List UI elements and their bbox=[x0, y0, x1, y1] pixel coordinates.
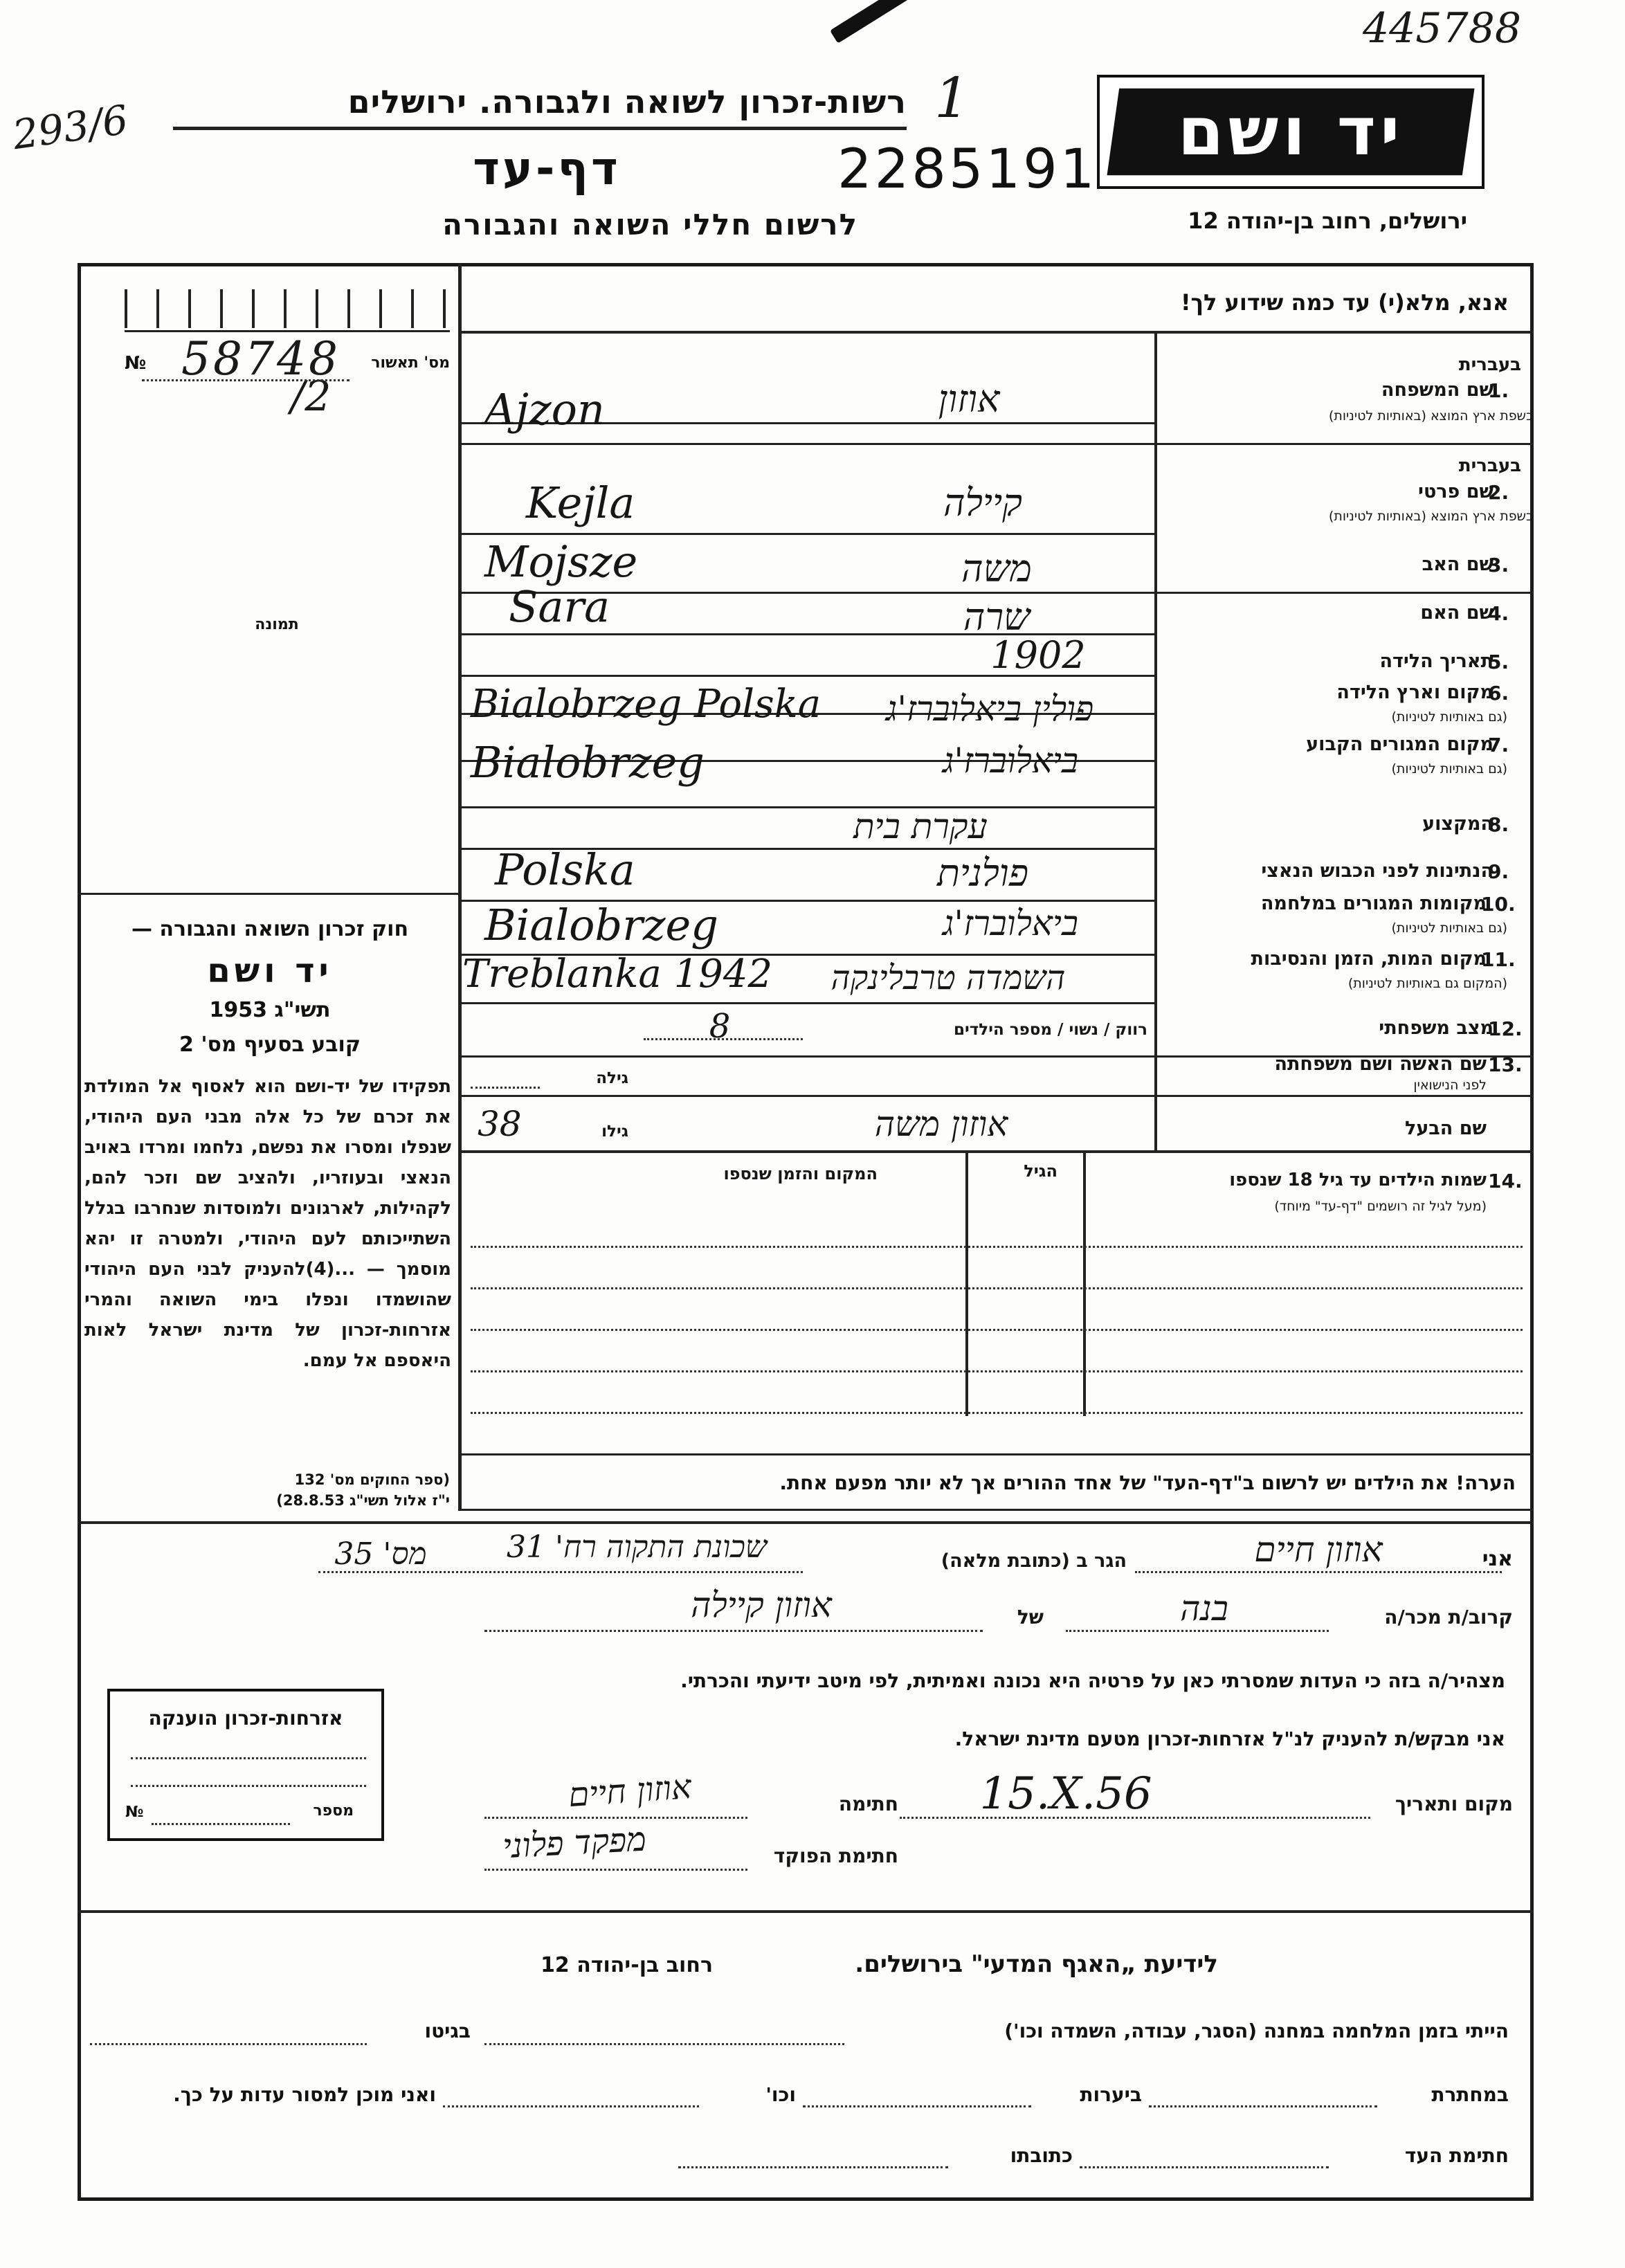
field-13-sub: לפני הנישואין bbox=[1413, 1078, 1487, 1093]
children-row bbox=[471, 1287, 1523, 1289]
field-1-num: 1. bbox=[1488, 379, 1509, 402]
field-1-note: בעברית bbox=[1458, 354, 1521, 375]
witness-name-line bbox=[1135, 1571, 1502, 1573]
pen-stroke bbox=[830, 0, 914, 44]
field-11-num: 11. bbox=[1481, 948, 1516, 971]
remark-bottom-line bbox=[458, 1509, 1534, 1511]
cert-number-label: מספר bbox=[313, 1802, 354, 1820]
form-title: דף-עד bbox=[473, 142, 621, 195]
field-5-hebrew: 1902 bbox=[990, 633, 1086, 677]
cert-title: אזרחות-זכרון הוענקה bbox=[148, 1707, 343, 1730]
field-3-latin: Mojsze bbox=[484, 536, 638, 587]
children-age-col: הגיל bbox=[1024, 1161, 1057, 1181]
field-2-note: בעברית bbox=[1458, 455, 1521, 476]
field-10-latin: Bialobrzeg bbox=[484, 900, 718, 950]
children-label: שמות הילדים עד גיל 18 שנספו bbox=[1229, 1170, 1487, 1190]
law-source-2: י"ז אלול תשי"ג 28.8.53) bbox=[276, 1492, 450, 1509]
field-6-hebrew: פולין ביאלוברז'ג bbox=[885, 689, 1094, 729]
footer-etc-line bbox=[443, 2105, 699, 2107]
registration-label: מס' תאשור bbox=[371, 354, 450, 372]
husband-name: אוזון משה bbox=[874, 1104, 1008, 1144]
officer-line bbox=[484, 1869, 747, 1871]
photo-label: תמונה bbox=[255, 616, 299, 633]
footer-line2b: ביערות bbox=[1080, 2083, 1142, 2106]
field-13-label: שם האשה ושם משפחתה bbox=[1274, 1053, 1487, 1075]
footer-line1b: בגיטו bbox=[424, 2020, 471, 2042]
slash-mark: 1 bbox=[934, 66, 970, 130]
field-2-label: שם פרטי bbox=[1418, 481, 1494, 502]
field-1-label: שם המשפחה bbox=[1381, 379, 1494, 401]
witness-residing-label: הגר ב (כתובת מלאה) bbox=[941, 1550, 1127, 1572]
field-7-sub: (גם באותיות לטיניות) bbox=[1391, 761, 1507, 777]
footer-line2a: במחתרת bbox=[1431, 2083, 1509, 2106]
field-1-sub: בשפת ארץ המוצא (באותיות לטיניות) bbox=[1328, 408, 1534, 424]
field-4-num: 4. bbox=[1488, 602, 1509, 625]
field-3-label: שם האב bbox=[1422, 554, 1494, 575]
intro-divider bbox=[458, 331, 1534, 334]
officer-signature: מפקד פלוני bbox=[501, 1820, 648, 1867]
relation-line bbox=[1066, 1630, 1329, 1632]
row-line bbox=[458, 533, 1157, 535]
field-8-num: 8. bbox=[1488, 813, 1509, 836]
of-label: של bbox=[1017, 1606, 1044, 1629]
footer-camp-line bbox=[484, 2043, 844, 2045]
witness-i-label: אני bbox=[1482, 1547, 1513, 1571]
relation-value: בנה bbox=[1180, 1588, 1228, 1629]
law-top-line bbox=[78, 893, 460, 895]
row-line bbox=[458, 1150, 1534, 1153]
children-count-line bbox=[644, 1038, 803, 1040]
header-address: ירושלים, רחוב בן-יהודה 12 bbox=[1188, 208, 1467, 234]
husband-label: שם הבעל bbox=[1404, 1118, 1487, 1139]
sheet-number: 2285191 bbox=[837, 138, 1098, 201]
field-7-num: 7. bbox=[1488, 734, 1509, 756]
law-source-1: (ספר החוקים מס' 132 bbox=[294, 1471, 450, 1488]
field-13-num: 13. bbox=[1488, 1053, 1523, 1076]
field-8-label: המקצוע bbox=[1422, 813, 1494, 835]
label-column-divider bbox=[1154, 334, 1157, 1150]
tick-marks bbox=[125, 282, 450, 332]
place-date-value: 15.X.56 bbox=[979, 1768, 1152, 1820]
field-11-hebrew: השמדה טרבלינקה bbox=[830, 959, 1066, 997]
law-text: תפקידו של יד-ושם הוא לאסוף אל המולדת את זכרם של כל אלה מבני העם היהודי, שנפלו ומסרו את נפשם, נלחמו ומרדו באויב הנאצי ובעוזריו, ולהציב שם וזכר להם, לקהילות, לארגונים ולמוסדות שנחרבו בגלל השתייכותם לעם היהודי, ולמטרה זו יהא מוסמך — ...(4)להעניק לבני העם היהודי שהושמדו ונפלו בימי השואה והמרי אזרחות-זכרון של מדינת ישראל לאות היאספם אל עמם. bbox=[84, 1076, 451, 1371]
row-line bbox=[458, 592, 1534, 594]
witness-address: שכונת התקוה רח' 31 bbox=[507, 1530, 767, 1565]
signature: אוזון חיים bbox=[567, 1767, 693, 1815]
row-line bbox=[458, 1095, 1534, 1097]
request: אני מבקש/ת להעניק לנ"ל אזרחות-זכרון מטעם מדינת ישראל. bbox=[954, 1727, 1505, 1750]
officer-label: חתימת הפוקד bbox=[773, 1844, 898, 1867]
of-line bbox=[484, 1630, 983, 1632]
row-line bbox=[458, 1002, 1157, 1004]
field-5-label: תאריך הלידה bbox=[1379, 651, 1494, 672]
declaration: מצהיר/ה בזה כי העדות שמסרתי כאן על פרטיה היא נכונה ואמיתית, לפי מיטב ידיעתי והכרתי. bbox=[680, 1669, 1505, 1692]
field-7-label: מקום המגורים הקבוע bbox=[1306, 734, 1494, 755]
field-11-latin: Treblanka 1942 bbox=[462, 952, 773, 997]
field-4-latin: Sara bbox=[509, 581, 610, 632]
footer-line2c: וכו' bbox=[765, 2083, 796, 2106]
footer-top-line bbox=[78, 1910, 1534, 1913]
field-10-label: מקומות המגורים במלחמה bbox=[1260, 893, 1487, 914]
field-4-hebrew: שרה bbox=[963, 595, 1031, 639]
children-place-col: המקום והזמן שנספו bbox=[723, 1164, 878, 1183]
upper-section-bottom bbox=[78, 1521, 1534, 1524]
footer-sig-line bbox=[1080, 2166, 1329, 2168]
remark-top-line bbox=[458, 1453, 1534, 1455]
corner-number: 445788 bbox=[1362, 4, 1521, 53]
husband-age-label: גילו bbox=[601, 1123, 628, 1141]
signature-label: חתימה bbox=[838, 1793, 898, 1815]
registration-fraction: /2 bbox=[291, 372, 332, 421]
field-1-latin: Ajzon bbox=[484, 384, 605, 435]
field-5-num: 5. bbox=[1488, 651, 1509, 673]
children-sub: (מעל לגיל זה רושמים "דף-עד" מיוחד) bbox=[1274, 1199, 1487, 1214]
cert-box bbox=[107, 1689, 384, 1841]
field-9-label: הנתינות לפני הכבוש הנאצי bbox=[1261, 860, 1494, 882]
law-clause: קובע בסעיף מס' 2 bbox=[179, 1033, 361, 1057]
field-11-label: מקום המות, הזמן והנסיבות bbox=[1251, 948, 1487, 970]
field-13-age-label: גילה bbox=[596, 1069, 628, 1087]
field-8-hebrew: עקרת בית bbox=[853, 806, 988, 846]
left-column-divider bbox=[458, 263, 462, 1509]
field-1-hebrew: אוזון bbox=[938, 377, 1000, 421]
field-11-sub: (המקום גם באותיות לטיניות) bbox=[1347, 976, 1507, 991]
children-num: 14. bbox=[1488, 1170, 1523, 1192]
place-date-label: מקום ותאריך bbox=[1395, 1793, 1513, 1815]
relation-label: קרוב/ת מכר/ה bbox=[1384, 1606, 1513, 1629]
field-4-label: שם האם bbox=[1420, 602, 1494, 624]
remark: הערה! את הילדים יש לרשום ב"דף-העד" של אחד ההורים אך לא יותר מפעם אחת. bbox=[779, 1471, 1516, 1494]
children-row bbox=[471, 1329, 1523, 1331]
field-7-latin: Bialobrzeg bbox=[471, 737, 705, 788]
children-row bbox=[471, 1412, 1523, 1414]
field-9-latin: Polska bbox=[495, 844, 635, 895]
field-12-num: 12. bbox=[1488, 1017, 1523, 1040]
children-row bbox=[471, 1370, 1523, 1372]
intro-line: אנא, מלא(י) עד כמה שידוע לך! bbox=[1180, 289, 1509, 316]
field-2-latin: Kejla bbox=[526, 478, 635, 528]
footer-underground-line bbox=[1149, 2105, 1377, 2107]
cert-line bbox=[131, 1785, 366, 1787]
witness-apt: מס' 35 bbox=[334, 1536, 427, 1572]
org-name: רשות-זכרון לשואה ולגבורה. ירושלים bbox=[347, 83, 907, 120]
registration-number: 58748 bbox=[181, 332, 341, 385]
cert-number-line bbox=[152, 1823, 290, 1825]
footer-line1a: הייתי בזמן המלחמה במחנה (הסגר, עבודה, השמדה וכו') bbox=[1004, 2020, 1509, 2042]
footer-forest-line bbox=[803, 2105, 1031, 2107]
row-line bbox=[458, 443, 1534, 445]
children-col-divider bbox=[965, 1153, 968, 1416]
field-6-latin: Bialobrzeg Polska bbox=[471, 682, 821, 727]
wife-age-line bbox=[471, 1087, 540, 1089]
footer-line3a: חתימת העד bbox=[1404, 2144, 1509, 2167]
field-3-num: 3. bbox=[1488, 554, 1509, 577]
footer-line2d: ואני מוכן למסור עדות על כך. bbox=[173, 2083, 436, 2106]
of-name: אוזון קיילה bbox=[691, 1585, 832, 1625]
footer-title: לידיעת „האגף המדעי" בירושלים. bbox=[855, 1950, 1218, 1978]
registration-no-label: № bbox=[125, 353, 147, 374]
yad-vashem-logo bbox=[1097, 75, 1485, 189]
field-9-num: 9. bbox=[1488, 860, 1509, 883]
form-subtitle: לרשום חללי השואה והגבורה bbox=[442, 208, 858, 242]
field-3-hebrew: משה bbox=[961, 547, 1032, 590]
field-12-label: מצב משפחתי bbox=[1379, 1017, 1494, 1039]
law-name: יד ושם bbox=[207, 952, 333, 990]
cert-no-label: № bbox=[125, 1804, 144, 1821]
law-title: חוק זכרון השואה והגבורה — bbox=[131, 917, 409, 941]
footer-ghetto-line bbox=[90, 2043, 367, 2045]
field-6-num: 6. bbox=[1488, 682, 1509, 705]
field-12-options: רווק / נשוי / מספר הילדים bbox=[954, 1021, 1147, 1039]
field-2-hebrew: קיילה bbox=[943, 481, 1023, 525]
field-7-hebrew: ביאלוברז'ג bbox=[942, 741, 1079, 781]
registration-line bbox=[142, 379, 349, 381]
logo-text: יד ושם bbox=[1177, 93, 1404, 170]
children-row bbox=[471, 1246, 1523, 1248]
field-2-num: 2. bbox=[1488, 481, 1509, 504]
footer-address-line bbox=[678, 2166, 948, 2168]
children-col-divider bbox=[1083, 1153, 1086, 1416]
field-9-hebrew: פולנית bbox=[936, 851, 1029, 895]
field-6-label: מקום וארץ הלידה bbox=[1336, 682, 1494, 703]
field-10-num: 10. bbox=[1481, 893, 1516, 916]
footer-line3b: כתובתו bbox=[1010, 2144, 1073, 2167]
side-number: 293/6 bbox=[10, 96, 131, 159]
field-10-sub: (גם באותיות לטיניות) bbox=[1391, 920, 1507, 936]
org-underline bbox=[173, 127, 907, 130]
field-10-hebrew: ביאלוברז'ג bbox=[942, 903, 1079, 943]
husband-age: 38 bbox=[478, 1104, 522, 1144]
field-2-sub: בשפת ארץ המוצא (באותיות לטיניות) bbox=[1328, 509, 1534, 524]
field-6-sub: (גם באותיות לטיניות) bbox=[1391, 709, 1507, 725]
witness-name: אוזון חיים bbox=[1254, 1530, 1383, 1570]
field-12-value: 8 bbox=[709, 1007, 731, 1046]
cert-line bbox=[131, 1757, 366, 1759]
footer-address: רחוב בן-יהודה 12 bbox=[541, 1953, 713, 1977]
law-year: תשי"ג 1953 bbox=[209, 998, 331, 1022]
